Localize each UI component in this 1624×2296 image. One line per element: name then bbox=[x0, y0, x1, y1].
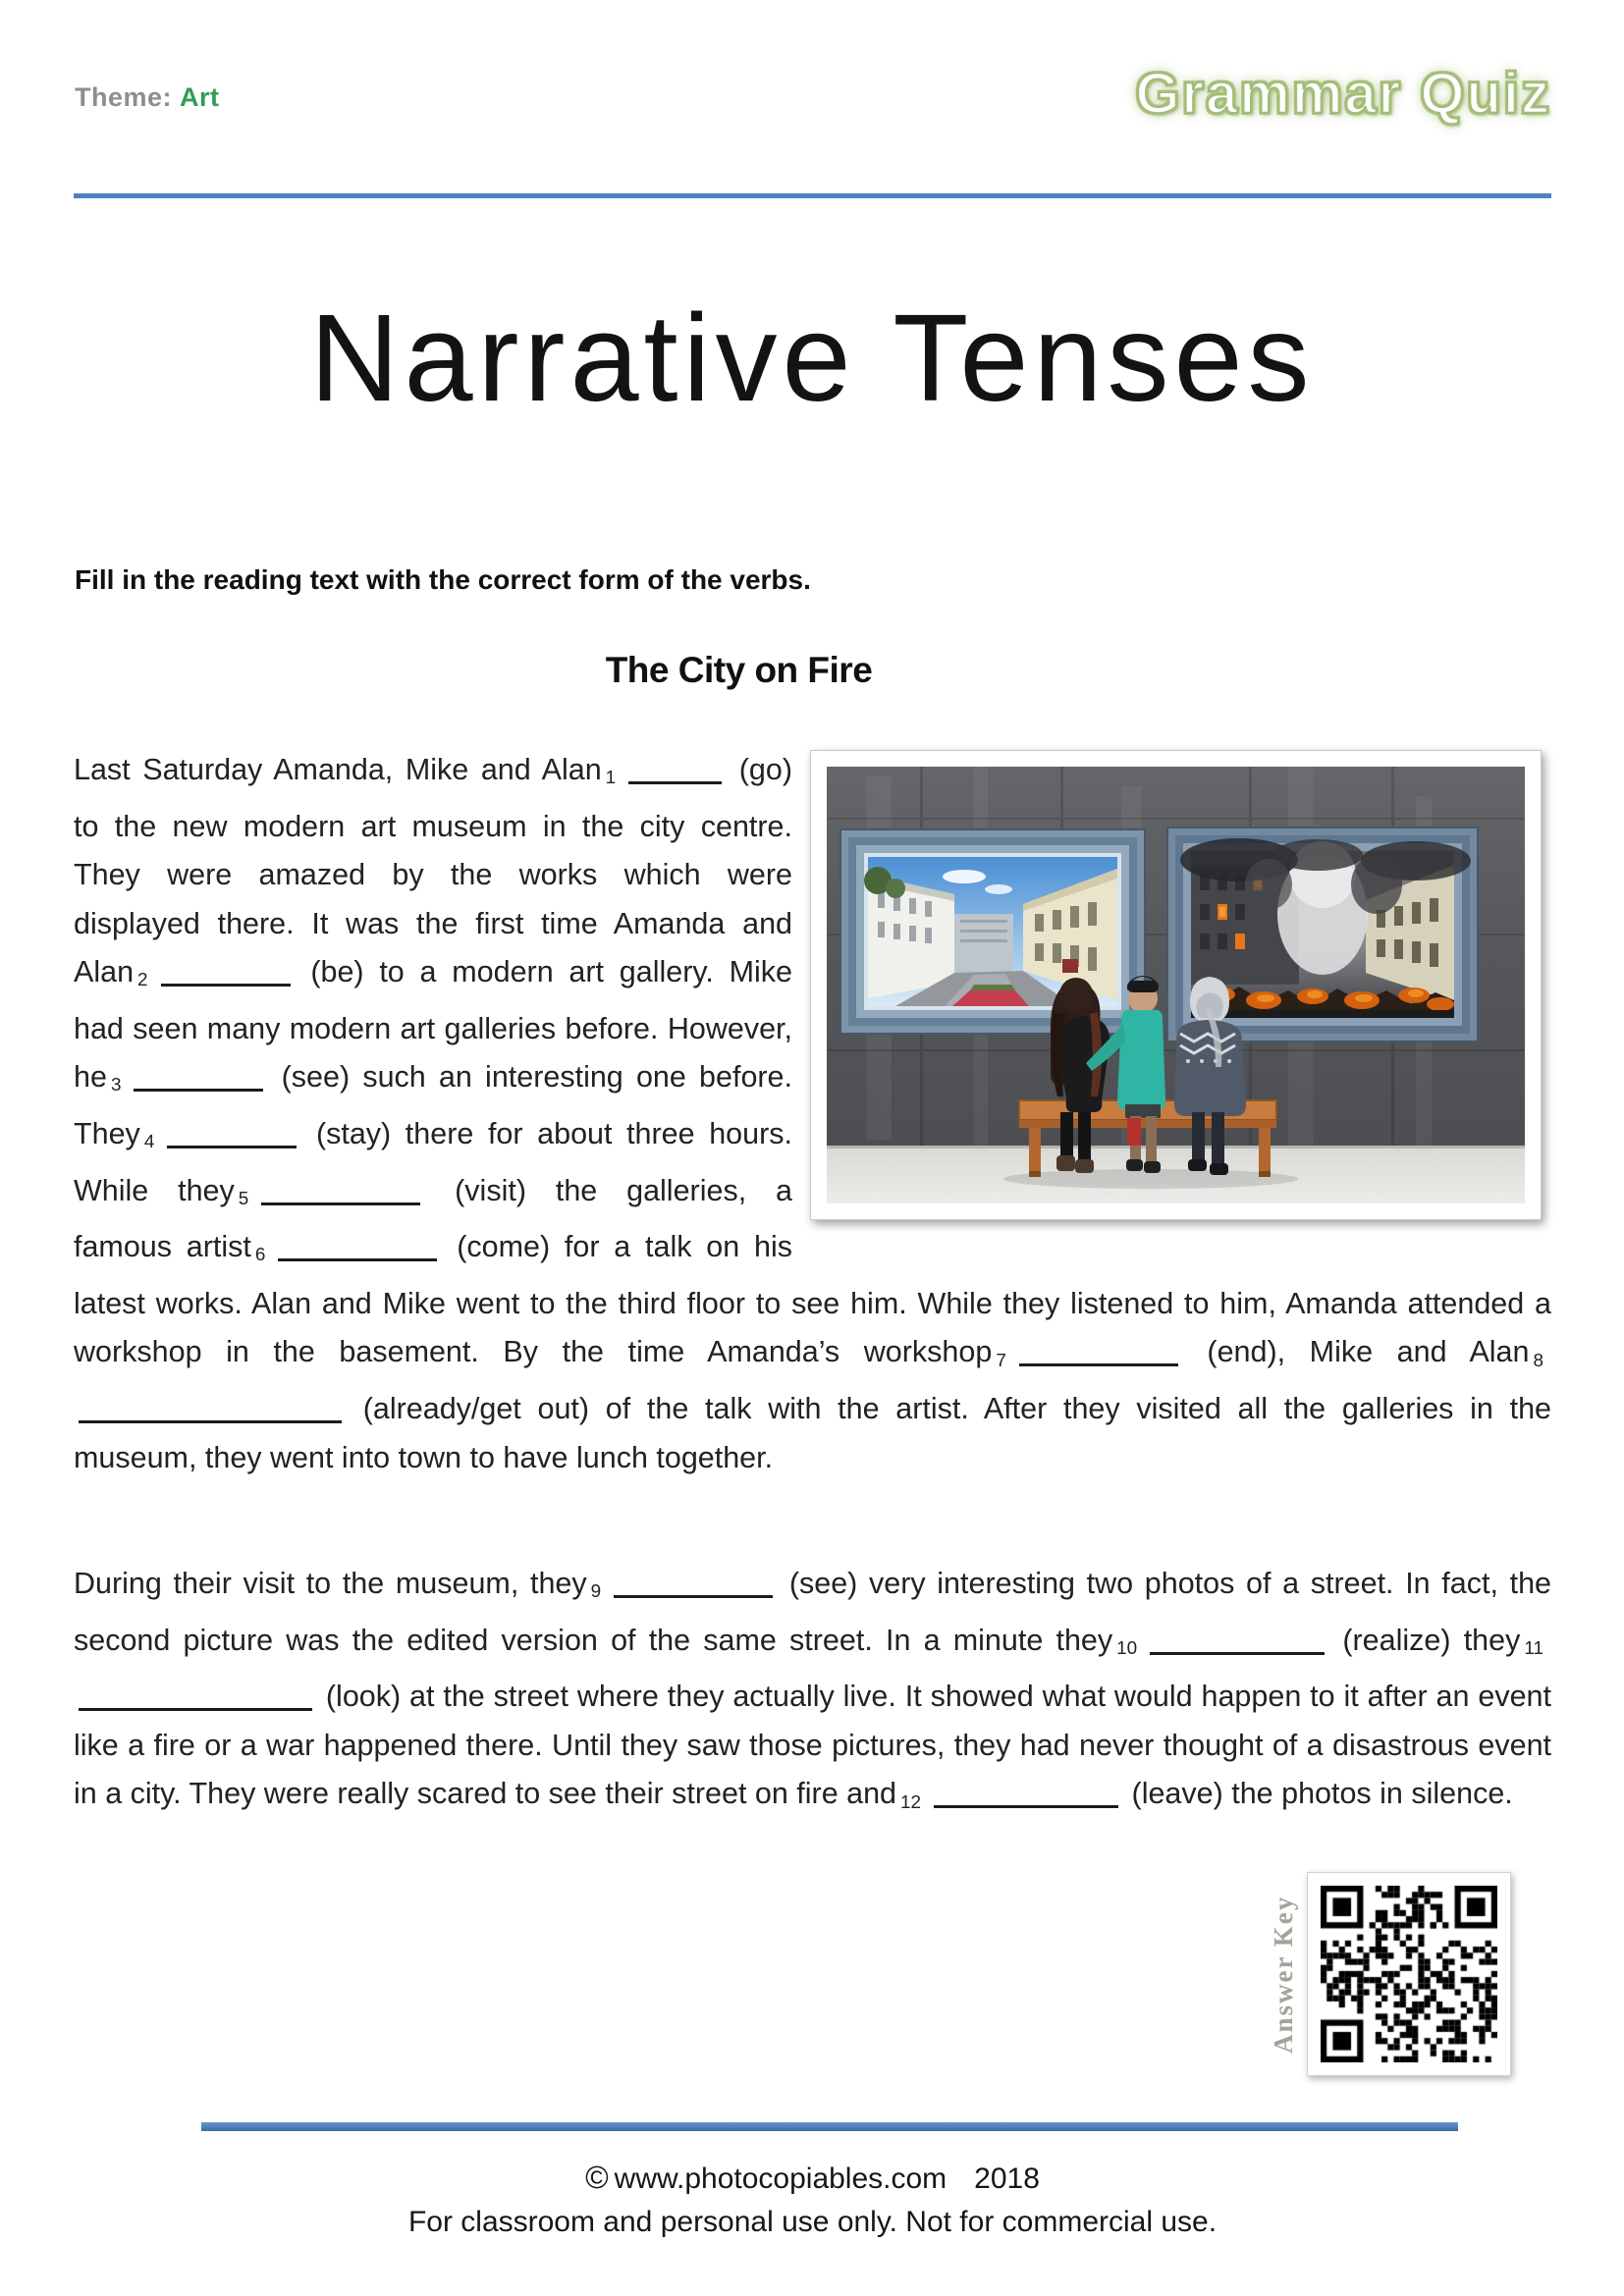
grammar-quiz-badge: Grammar Quiz bbox=[1135, 62, 1551, 126]
footer-site: www.photocopiables.com bbox=[614, 2163, 947, 2195]
fill-in-blank bbox=[278, 1253, 437, 1261]
paragraph-1: Last Saturday Amanda, Mike and Alan 1 (go) to the new modern art museum in the city centre. They were amazed by the works which were displayed there. It was the first time Amanda and Alan 2 (be) to a modern art gallery. Mike had seen many modern art galleries before. However, he 3 (see) such an interesting one before. They 4 (stay) there for about three hours. While they 5 (visit) the galleries, a famous artist 6 (come) for a talk on his latest works. Alan and Mike went to the third floor to see him. While they listened to him, Amanda attended a workshop in the basement. By the time Amanda’s workshop 7 (end), Mike and Alan 8 (already/get out) of the talk with the artist. After they visited all the galleries in the museum, they went into town to have lunch together. bbox=[74, 753, 1551, 1474]
copyright-symbol: © bbox=[585, 2160, 609, 2195]
blank-number: 8 bbox=[1533, 1350, 1544, 1371]
footer-divider bbox=[201, 2122, 1458, 2131]
blank-number: 3 bbox=[110, 1075, 122, 1096]
blank-number: 12 bbox=[900, 1791, 922, 1813]
paragraph-2: During their visit to the museum, they 9 (see) very interesting two photos of a street. In fact, the second picture was the edited version of the same street. In a minute they 10 (realize) they 11 (look) at the street where they actually live. It showed what would happen to it after an event like a fire or a war happened there. Until they saw those pictures, they had never thought of a disastrous event in a city. They were really scared to see their street on fire and 12 (leave) the photos in silence. bbox=[74, 1567, 1552, 1813]
blank-number: 2 bbox=[137, 970, 148, 991]
blank-number: 7 bbox=[996, 1350, 1006, 1371]
footer-year: 2018 bbox=[974, 2163, 1040, 2195]
blank-number: 5 bbox=[238, 1188, 249, 1209]
answer-key-label: Answer Key bbox=[1269, 1895, 1298, 2054]
footer-copyright-line bbox=[74, 2156, 1551, 2201]
blank-number: 6 bbox=[254, 1245, 266, 1266]
framed-picture-normal-street bbox=[840, 829, 1145, 1034]
theme-line bbox=[75, 82, 220, 113]
blank-number: 9 bbox=[590, 1581, 602, 1603]
answer-key-block bbox=[1269, 1871, 1511, 2077]
footer-license-line: For classroom and personal use only. Not for commercial use. bbox=[407, 2206, 1218, 2238]
gallery-floor bbox=[827, 1146, 1525, 1203]
qr-code-icon bbox=[1307, 1872, 1511, 2076]
fill-in-blank bbox=[1150, 1646, 1325, 1655]
fill-in-blank bbox=[161, 978, 291, 987]
museum-photo bbox=[810, 750, 1542, 1220]
fill-in-blank bbox=[628, 775, 722, 784]
blank-number: 10 bbox=[1116, 1637, 1138, 1659]
theme-value: Art bbox=[180, 82, 220, 112]
footer bbox=[74, 2156, 1551, 2244]
header-divider bbox=[74, 193, 1551, 198]
fill-in-blank bbox=[934, 1799, 1118, 1808]
fill-in-blank bbox=[1019, 1358, 1178, 1366]
fill-in-blank bbox=[261, 1197, 420, 1205]
qr-code-canvas bbox=[1321, 1886, 1497, 2062]
blank-number: 4 bbox=[143, 1132, 155, 1153]
theme-label: Theme: bbox=[75, 82, 173, 112]
fill-in-blank bbox=[614, 1589, 773, 1598]
page-title: Narrative Tenses bbox=[309, 289, 1315, 427]
blank-number: 11 bbox=[1524, 1637, 1543, 1659]
instruction-text: Fill in the reading text with the correct form of the verbs. bbox=[75, 564, 811, 595]
reading-text bbox=[74, 746, 1551, 1827]
fill-in-blank bbox=[79, 1702, 312, 1711]
fill-in-blank bbox=[167, 1140, 297, 1148]
fill-in-blank bbox=[79, 1415, 342, 1423]
reading-title: The City on Fire bbox=[605, 650, 873, 690]
blank-number: 1 bbox=[605, 768, 617, 789]
museum-photo-scene bbox=[827, 767, 1525, 1203]
fill-in-blank bbox=[134, 1083, 263, 1092]
